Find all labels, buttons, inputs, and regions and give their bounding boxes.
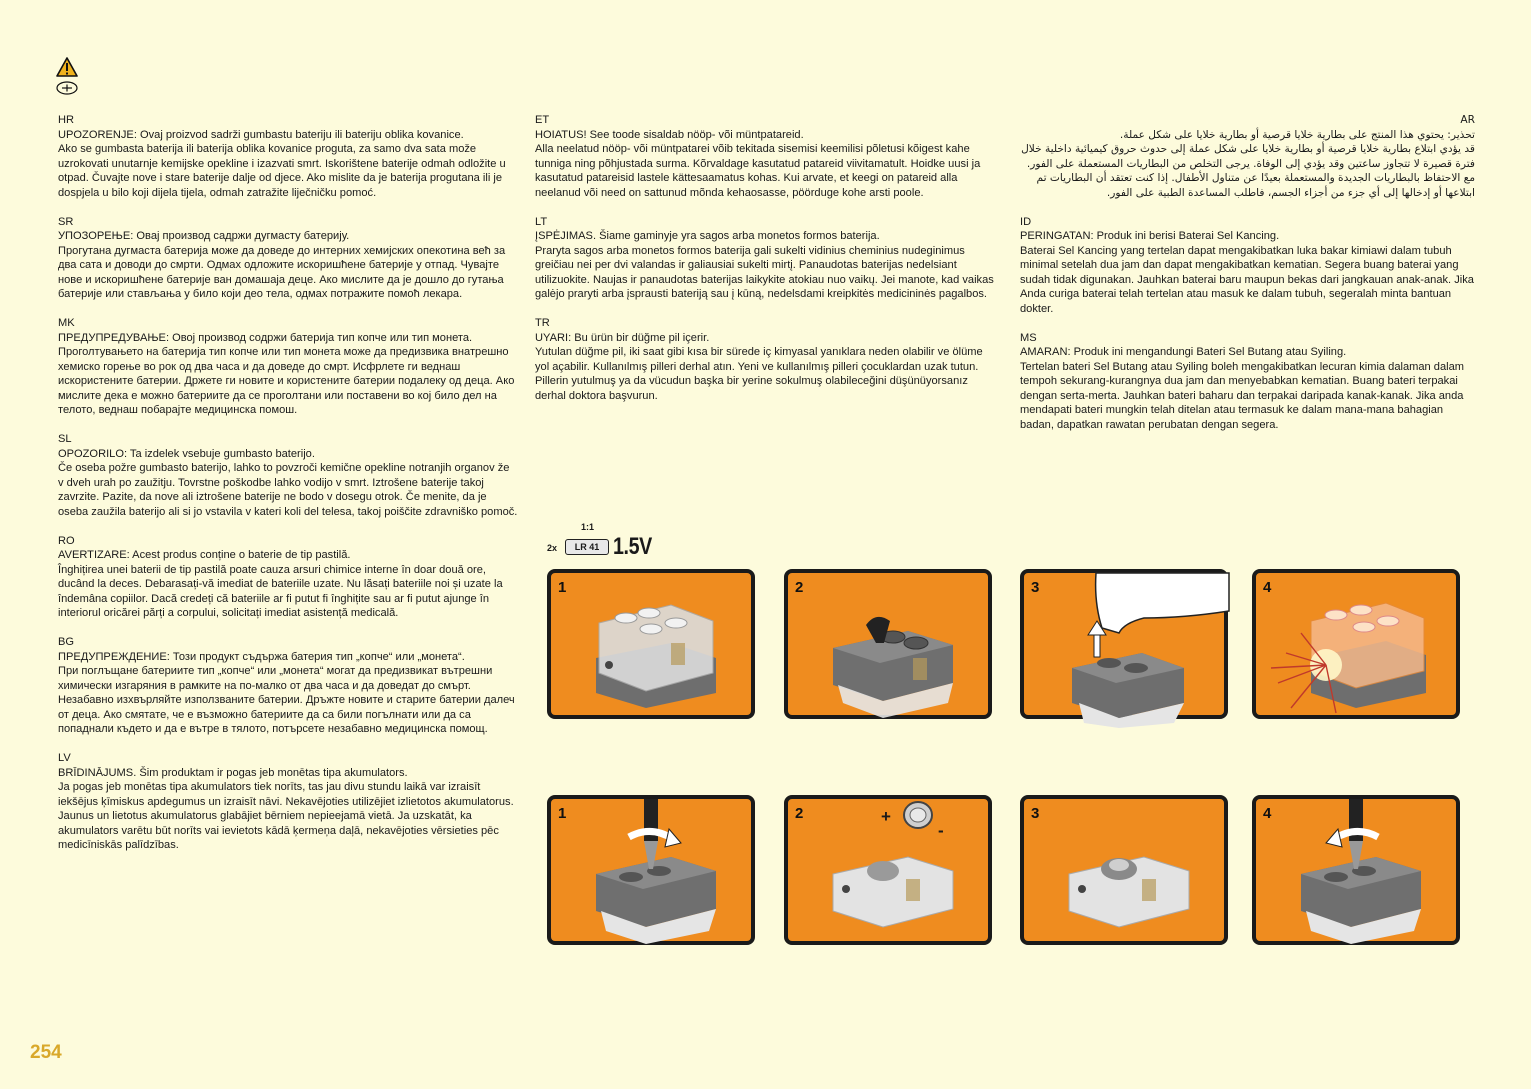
warning-icons [56,57,80,95]
warning-heading: BRĪDINĀJUMS. Šim produktam ir pogas jeb monētas tipa akumulators. [58,766,408,779]
battery-voltage: 1.5V [613,533,652,560]
warning-section-bg [58,635,518,737]
warning-body: Yutulan düğme pil, iki saat gibi kısa bir sürede iç kimyasal yanıklara neden olabilir ve ölüme yol açabilir. Kullanılmış pilleri derhal atın. Yeni ve kullanılmış pilleri çocuklardan uzak tutun. Pillerin yutulmuş ya da vücudun başka bir yerine sokulmuş olabileceğini düşünüyorsanız derhal doktora başvurun. [535,346,983,402]
warnings-column-right [1020,113,1475,447]
step-panel-remove-2 [784,569,992,719]
insert-coin-battery-illustration [788,799,996,949]
step-panel-insert-1 [547,795,755,945]
warning-section-ar [1020,113,1475,200]
warning-body: Alla neelatud nööp- või müntpatarei võib tekitada sisemisi keemilisi põletusi kõigest kahe tunniga ning põhjustada surma. Kõrvaldage kasutatud patareid viivitamatult. Hoidke uusi ja kasutatud patareisid lastele kättesaamatus kohas. Kui arvate, et keegi on patareid alla neelanud või need on sattunud mõnda kehaosasse, pöörduge kohe arsti poole. [535,143,981,199]
language-code: LV [58,752,71,764]
battery-compartment-illustration [1024,799,1232,949]
warning-heading: ПРЕДУПРЕЖДЕНИЕ: Този продукт съдържа батерия тип „копче“ или „монета“. [58,650,465,663]
minus-sign: - [938,821,944,840]
warning-heading: AMARAN: Produk ini mengandungi Bateri Sel Butang atau Syiling. [1020,346,1347,358]
step-number: 2 [795,805,804,822]
warning-section-id [1020,215,1475,317]
page-number: 254 [30,1042,62,1063]
language-code: ID [1020,215,1032,228]
language-code: MS [1020,331,1037,344]
language-code: HR [58,114,75,126]
warning-section-hr [58,113,518,200]
screwdriver-open-illustration [551,799,759,949]
step-panel-remove-4 [1252,569,1460,719]
open-lid-with-hand-illustration [1024,573,1232,723]
language-code: MK [58,317,75,329]
battery-type-label: LR 41 [565,539,609,555]
warnings-column-middle [535,113,995,418]
step-number: 4 [1263,805,1272,822]
warning-body: Tertelan bateri Sel Butang atau Syiling boleh mengakibatkan lecuran kimia dalaman dalam tempoh sekurang-kurangnya dua jam dan menyebabkan kematian. Buang bateri terpakai dengan serta-merta. Jauhkan bateri baharu dan terpakai daripada kanak-kanak. Jika anda mendapati bateri mungkin telah ditelan atau termasuk ke dalam mana-mana bahagian badan, dapatkan rawatan perubatan dengan segera. [1020,360,1465,431]
plus-sign: + [881,807,891,826]
warning-heading: UYARI: Bu ürün bir düğme pil içerir. [535,331,710,344]
warning-body: Praryta sagos arba monetos formos baterija gali sukelti vidinius cheminius nudeginimus greičiau nei per dvi valandas ir galiausiai sukelti mirtį. Panaudotas baterijas nedelsiant utilizuokite. Naujas ir panaudotas baterijas laikykite atokiau nuo vaikų. Jei manote, kad vaikas galėjo praryti arba įsprausti bateriją sau į kūną, nedelsdami kreipkitės medicininės pagalbos. [535,244,994,300]
warning-section-ms [1020,331,1475,433]
warning-body: Ako se gumbasta baterija ili baterija oblika kovanice proguta, za samo dva sata može uzrokovati unutarnje kemijske opekline i izazvati smrt. Iskorištene baterije odmah odložite u otpad. Čuvajte nove i stare baterije dalje od djece. Ako mislite da je baterija progutana ili je dospjela u bilo koji dijela tijela, odmah zatražite liječničku pomoć. [58,143,506,199]
warning-body: При поглъщане батериите тип „копче“ или „монета“ могат да предизвикат вътрешни химически изгаряния в рамките на по-малко от два часа и да доведат до смърт. Незабавно изхвърляйте използваните батерии. Дръжте новите и старите батерии далеч от деца. Ако смятате, че е възможно батериите да са били погълнати или да са попаднали където и да е вътре в тялото, потърсете незабавно медицинска помощ. [58,665,515,735]
warning-body: Проголтувањето на батерија тип копче или тип монета може да предизвика внатрешно хемиско горење во рок од два часа и да доведе до смрт. Исфрлете ги веднаш искористените батерии. Држете ги новите и користените батерии подалеку од деца. Ако мислите дека е можно батериите да се проголтани или поставени во кој било дел на телото, веднаш побарајте медицинска помош. [58,346,515,416]
warning-section-sl [58,432,518,519]
warning-heading: PERINGATAN: Produk ini berisi Baterai Sel Kancing. [1020,230,1280,242]
step-number: 2 [795,579,804,596]
step-panel-remove-3 [1020,569,1228,719]
warning-section-sr [58,215,518,302]
battery-quantity: 2x [547,543,558,553]
step-panel-insert-2 [784,795,992,945]
warning-section-et [535,113,995,200]
step-number: 1 [558,805,567,822]
language-code: LT [535,215,548,228]
warning-heading: УПОЗОРЕЊЕ: Овај производ садржи дугмасту батерију. [58,230,350,242]
warning-body: Če oseba požre gumbasto baterijo, lahko to povzroči kemične opekline notranjih organov že v dveh urah po zaužitju. Tovrstne poškodbe lahko vodijo v smrt. Iztrošene baterije takoj zavrzite. Pazite, da nove ali iztrošene baterije ne bodo v dosegu otrok. Če menite, da je oseba zaužila baterijo ali si jo vstavila v kateri koli del telesa, takoj poiščite zdravniško pomoč. [58,462,518,518]
language-code: SL [58,433,72,445]
step-number: 3 [1031,579,1040,596]
warning-heading: HOIATUS! See toode sisaldab nööp- või müntpatareid. [535,128,804,141]
warnings-column-left [58,113,518,867]
warning-body: Ja pogas jeb monētas tipa akumulators tiek norīts, tas jau divu stundu laikā var izraisīt iekšējus ķīmiskus apdegumus un izraisīt nāvi. Nekavējoties utilizējiet izlietotos akumulatorus. Jaunus un lietotus akumulatorus glabājiet bērniem nepieejamā vietā. Ja uzskatāt, ka akumulators varētu būt norīts vai ievietots kādā ķermeņa daļā, nekavējoties vērsieties pēc medicīniskās palīdzības. [58,781,514,851]
step-panel-insert-3 [1020,795,1228,945]
warning-section-ro [58,534,518,621]
grey-brick-lid-illustration [788,573,996,723]
warning-triangle-icon [56,57,78,77]
warning-body: قد يؤدي ابتلاع بطارية خلايا قرصية أو بطارية خلايا على شكل عملة إلى حدوث حروق كيميائية داخلية خلال فترة قصيرة لا تتجاوز ساعتين وقد يؤدي إلى الوفاة. يرجى التخلص من البطاريات المستعملة على الفور. مع الاحتفاظ بالبطاريات الجديدة والمستعملة بعيدًا عن متناول الأطفال. إذا كنت تعتقد أن البطاريات تم ابتلاعها أو إدخالها إلى أي جزء من أجزاء الجسم، فاطلب المساعدة الطبية على الفور. [1021,143,1475,199]
step-number: 3 [1031,805,1040,822]
warning-heading: AVERTIZARE: Acest produs conține o baterie de tip pastilă. [58,549,351,561]
step-number: 4 [1263,579,1272,596]
glowing-brick-illustration [1256,573,1464,723]
warning-section-lv [58,751,518,853]
battery-spec [545,520,665,564]
scale-ratio: 1:1 [581,522,595,532]
warning-section-lt [535,215,995,302]
warning-heading: ПРЕДУПРЕДУВАЊЕ: Овој производ содржи батерија тип копче или тип монета. [58,331,473,344]
language-code: BG [58,636,75,648]
language-code: AR [1460,114,1475,126]
warning-body: Înghițirea unei baterii de tip pastilă poate cauza arsuri chimice interne în doar două ore, ducând la deces. Debarasați-vă imediat de bateriile uzate. Nu lăsați bateriile noi și uzate la îndemâna copiilor. Dacă credeți că bateriile ar fi putut fi înghițite sau ar fi putut ajunge în interiorul oricărei părți a corpului, solicitați imediat asistență medicală. [58,563,503,619]
step-number: 1 [558,579,567,596]
warning-heading: تحذير: يحتوي هذا المنتج على بطارية خلايا قرصية أو بطارية خلايا على شكل عملة. [1119,128,1475,141]
warning-section-mk [58,316,518,418]
warning-heading: UPOZORENJE: Ovaj proizvod sadrži gumbastu bateriju ili bateriju oblika kovanice. [58,128,464,141]
warning-body: Baterai Sel Kancing yang tertelan dapat mengakibatkan luka bakar kimiawi dalam tubuh minimal setelah dua jam dan dapat mengakibatkan kematian. Segera buang baterai yang sudah tidak digunakan. Jauhkan baterai baru maupun bekas dari jangkauan anak-anak. Jika Anda curiga baterai telah tertelan atau masuk ke dalam tubuh, segeralah minta bantuan dokter. [1020,244,1474,315]
warning-heading: ĮSPĖJIMAS. Šiame gaminyje yra sagos arba monetos formos baterija. [535,230,880,242]
screwdriver-close-illustration [1256,799,1464,949]
step-panel-insert-4 [1252,795,1460,945]
language-code: ET [535,114,550,126]
language-code: RO [58,534,75,547]
warning-heading: OPOZORILO: Ta izdelek vsebuje gumbasto baterijo. [58,447,315,460]
coin-battery-icon [56,81,78,95]
transparent-brick-illustration [551,573,759,723]
step-panel-remove-1 [547,569,755,719]
warning-body: Прогутана дугмаста батерија може да доведе до интерних хемијских опекотина већ за два сата и доводи до смрти. Одмах одложите искоришћене батерије у отпад. Чувајте нове и искоришћене батерије ван домашаја деце. Ако мислите да је дошло до гутања батерије или стављања у било који део тела, одмах потражите помоћ лекара. [58,244,506,300]
language-code: SR [58,215,74,228]
warning-section-tr [535,316,995,403]
language-code: TR [535,317,550,329]
